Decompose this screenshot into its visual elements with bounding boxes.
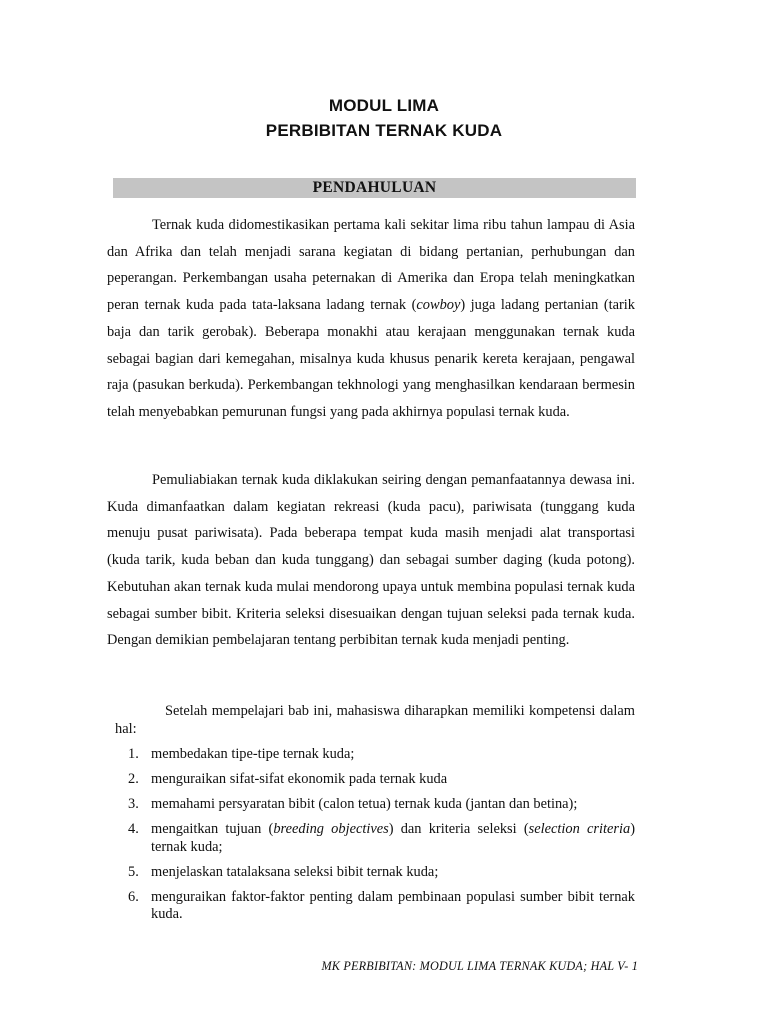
list-item-text: menjelaskan tatalaksana seleksi bibit ternak kuda;	[151, 863, 439, 880]
list-item	[128, 796, 635, 814]
list-item	[128, 771, 635, 789]
list-number: 3.	[128, 796, 139, 812]
competency-list	[128, 746, 635, 931]
competency-intro: Setelah mempelajari bab ini, mahasiswa diharapkan memiliki kompetensi dalam hal:	[115, 703, 635, 737]
list-number: 4.	[128, 821, 139, 837]
list-item-text: mengaitkan tujuan (	[151, 821, 274, 837]
list-item-text: ) ternak kuda;	[151, 821, 635, 855]
list-number: 2.	[128, 771, 139, 787]
module-title: MODUL LIMA	[328, 96, 440, 115]
paragraph-text: ) juga ladang pertanian (tarik baja dan tarik gerobak). Beberapa monakhi atau kerajaan menggunakan ternak kuda sebagai bagian dari kemegahan, misalnya kuda khusus penarik kereta kerajaan, pengawal raja (pasukan berkuda). Perkembangan tekhnologi yang menghasilkan kendaraan bermesin telah menyebabkan pemurunan fungsi yang pada akhirnya populasi ternak kuda.	[107, 297, 635, 420]
paragraph-intro-history	[107, 212, 635, 426]
list-item-text: ) dan kriteria seleksi (	[388, 821, 529, 837]
list-item-text: memahami persyaratan bibit (calon tetua) ternak kuda (jantan dan betina);	[151, 796, 578, 812]
paragraph-breeding-context: Pemuliabiakan ternak kuda diklakukan seiring dengan pemanfaatannya dewasa ini. Kuda dimanfaatkan dalam kegiatan rekreasi (kuda pacu), pariwisata (tunggang kuda menuju pusat pariwisata). Pada beberapa tempat kuda masih menjadi alat transportasi (kuda tarik, kuda beban dan kuda tunggang) dan sebagai sumber daging (kuda potong). Kebutuhan akan ternak kuda mulai mendorong upaya untuk membina populasi ternak kuda sebagai sumber bibit. Kriteria seleksi disesuaikan dengan tujuan seleksi pada ternak kuda. Dengan demikian pembelajaran tentang perbibitan ternak kuda menjadi penting.	[107, 472, 635, 649]
module-subtitle: PERBIBITAN TERNAK KUDA	[265, 121, 503, 140]
italic-term: cowboy	[416, 297, 461, 314]
list-number: 5.	[128, 863, 139, 880]
list-item	[128, 746, 635, 764]
page-footer: MK PERBIBITAN: MODUL LIMA TERNAK KUDA; HAL V- 1	[321, 959, 638, 973]
list-number: 1.	[128, 746, 139, 762]
list-item	[128, 889, 635, 924]
paragraph-text: Ternak kuda didomestikasikan pertama kali sekitar lima ribu tahun lampau di Asia dan Afrika dan telah menjadi sarana kegiatan di bidang pertanian, perhubungan dan peperangan. Perkembangan usaha peternakan di Amerika dan Eropa telah meningkatkan peran ternak kuda pada tata-laksana ladang ternak (	[107, 217, 635, 314]
list-number: 6.	[128, 888, 139, 905]
list-item-text: menguraikan sifat-sifat ekonomik pada ternak kuda	[151, 771, 448, 787]
list-item-text: membedakan tipe-tipe ternak kuda;	[151, 746, 355, 762]
list-item	[128, 864, 635, 882]
list-item	[128, 821, 635, 856]
section-heading-pendahuluan: PENDAHULUAN	[113, 178, 636, 198]
italic-term: selection criteria	[528, 821, 631, 837]
italic-term: breeding objectives	[273, 821, 389, 837]
list-item-text: menguraikan faktor-faktor penting dalam pembinaan populasi sumber bibit ternak kuda.	[151, 888, 635, 922]
